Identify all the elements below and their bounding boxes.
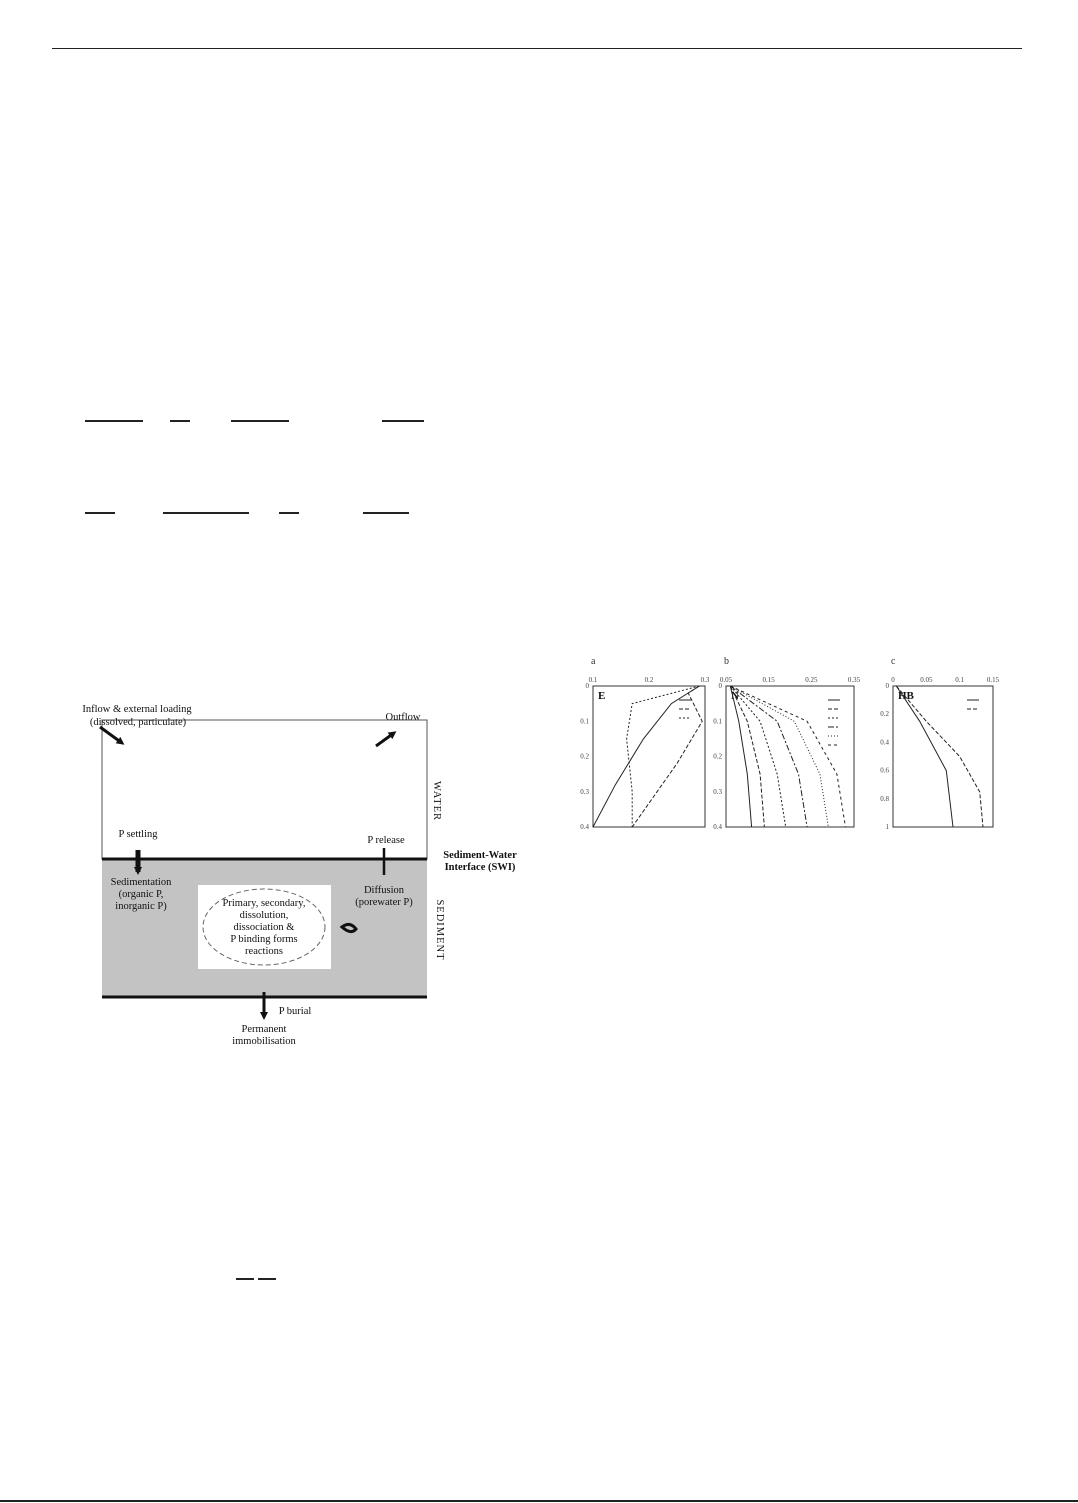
burial-sublabel: immobilisation — [232, 1036, 296, 1047]
y-tick-label: 0.4 — [580, 823, 589, 831]
equation-fraction-bar — [231, 420, 289, 422]
x-tick-label: 0.1 — [588, 676, 598, 684]
series-line — [593, 686, 699, 827]
series-line — [632, 686, 702, 827]
y-tick-label: 0.2 — [713, 752, 722, 761]
panel-tag: HB — [898, 690, 914, 702]
sedimentation-sublabel: inorganic P) — [115, 901, 167, 912]
sedimentation-label: Sedimentation — [110, 877, 172, 888]
process-text-line: dissociation & — [233, 922, 295, 933]
equation-fraction-bar — [85, 420, 143, 422]
x-tick-label: 0.25 — [805, 676, 818, 684]
plot-frame — [893, 686, 993, 827]
swi-label: Sediment-Water — [443, 850, 517, 861]
x-tick-label: 0.35 — [847, 676, 861, 684]
sediment-label: SEDIMENT — [434, 899, 445, 961]
x-tick-label: 0.3 — [700, 676, 710, 684]
process-text-line: reactions — [245, 946, 283, 957]
diffusion-label: Diffusion — [363, 885, 405, 896]
diffusion-sublabel: (porewater P) — [355, 897, 413, 908]
series-line — [730, 686, 828, 827]
y-tick-label: 0.3 — [713, 787, 722, 796]
panel-title: c — [891, 656, 896, 667]
x-tick-label: 0.2 — [644, 676, 654, 684]
phosphorus-cycle-diagram — [60, 690, 530, 1060]
equation-fraction-bar — [279, 512, 299, 514]
burial-label: P burial — [278, 1006, 312, 1017]
process-text-line: P binding forms — [230, 934, 298, 945]
sedimentation-sublabel: (organic P, — [118, 889, 164, 900]
inflow-sublabel: (dissolved, particulate) — [89, 717, 187, 728]
settling-label: P settling — [118, 829, 158, 840]
y-tick-label: 0.4 — [880, 738, 889, 747]
y-tick-label: 0.2 — [880, 710, 889, 719]
diagram-graphics — [60, 690, 530, 1060]
process-text-line: Primary, secondary, — [222, 898, 306, 909]
panel-tag: N — [731, 690, 739, 702]
equation-fraction-bar — [170, 420, 190, 422]
equation-fraction-bar — [363, 512, 409, 514]
series-line — [730, 686, 807, 827]
panel-title: b — [724, 656, 729, 667]
x-tick-label: 0 — [891, 676, 895, 684]
footer-rule — [0, 1500, 1078, 1502]
y-tick-label: 0.6 — [880, 766, 889, 775]
y-tick-label: 0 — [585, 682, 589, 690]
equation-fraction-bar — [382, 420, 424, 422]
panel-title: a — [591, 656, 596, 667]
x-tick-label: 0.1 — [955, 676, 965, 684]
header-rule — [52, 48, 1022, 49]
series-line — [730, 686, 845, 827]
water-label: WATER — [431, 781, 442, 821]
plot-frame — [726, 686, 854, 827]
equation-fraction-bar — [236, 1278, 254, 1280]
x-tick-label: 0.15 — [986, 676, 1000, 684]
x-tick-label: 0.05 — [719, 676, 733, 684]
y-tick-label: 0.1 — [713, 717, 722, 726]
process-text-line: dissolution, — [239, 910, 289, 921]
series-line — [896, 686, 953, 827]
y-tick-label: 0.4 — [713, 823, 722, 831]
equation-fraction-bar — [258, 1278, 276, 1280]
profile-charts — [575, 650, 1025, 850]
series-line — [730, 686, 751, 827]
y-tick-label: 0 — [885, 682, 889, 690]
y-tick-label: 0 — [718, 682, 722, 690]
y-tick-label: 0.8 — [880, 794, 889, 803]
release-label: P release — [367, 835, 405, 846]
profile-figure — [575, 650, 1025, 850]
series-line — [627, 686, 700, 827]
series-line — [896, 686, 983, 827]
equation-fraction-bar — [163, 512, 249, 514]
y-tick-label: 0.2 — [580, 752, 589, 761]
outflow-label: Outflow — [385, 712, 421, 723]
inflow-label: Inflow & external loading — [82, 704, 192, 715]
burial-sublabel: Permanent — [241, 1024, 287, 1035]
swi-sublabel: Interface (SWI) — [444, 862, 516, 873]
y-tick-label: 1 — [885, 823, 889, 831]
x-tick-label: 0.05 — [920, 676, 933, 684]
y-tick-label: 0.1 — [580, 717, 589, 726]
series-line — [730, 686, 785, 827]
y-tick-label: 0.3 — [580, 787, 589, 796]
x-tick-label: 0.15 — [762, 676, 775, 684]
equation-fraction-bar — [85, 512, 115, 514]
panel-tag: E — [598, 690, 606, 702]
plot-frame — [593, 686, 705, 827]
